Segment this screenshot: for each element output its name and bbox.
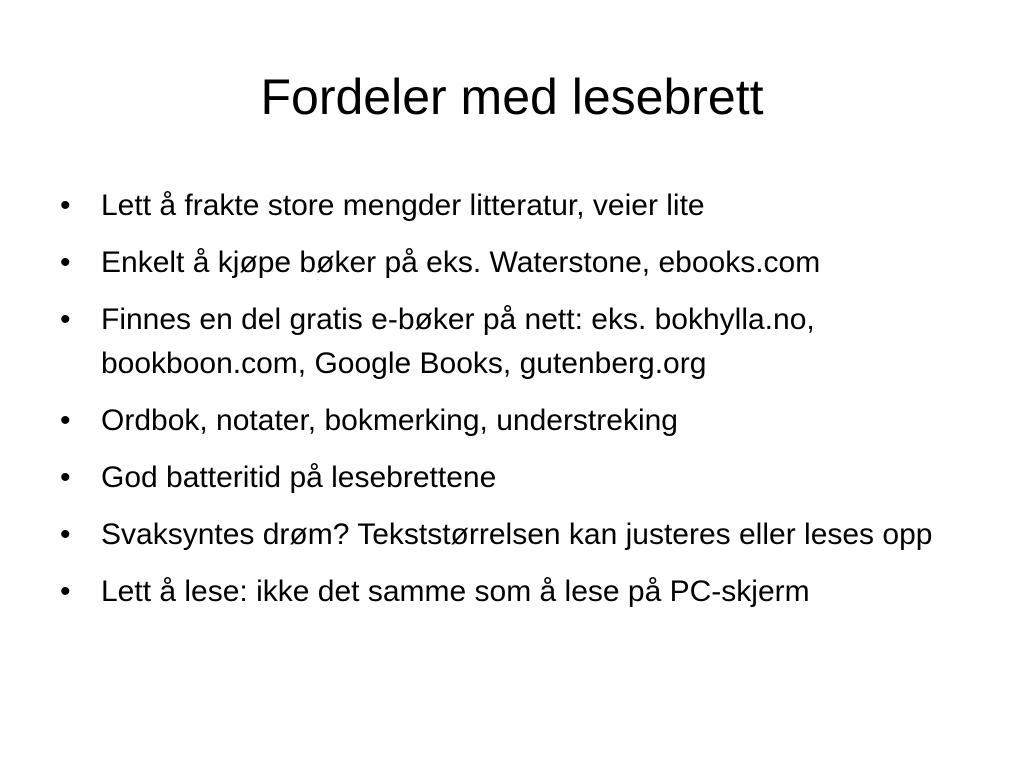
bullet-text: Lett å lese: ikke det samme som å lese på PC-skjerm [101,575,810,608]
bullet-item [56,570,976,614]
bullet-icon: • [60,461,71,494]
bullet-text: Enkelt å kjøpe bøker på eks. Waterstone, ebooks.com [101,246,821,279]
bullet-item [56,298,976,386]
bullet-text: God batteritid på lesebrettene [101,461,497,494]
slide-title: Fordeler med lesebrett [260,69,764,125]
bullet-icon: • [60,246,71,279]
bullet-icon: • [60,303,71,336]
bullet-text: Finnes en del gratis e-bøker på nett: eks. bokhylla.no, bookboon.com, Google Books, gutenberg.org [101,303,815,380]
bullet-icon: • [60,189,71,222]
bullet-text: Ordbok, notater, bokmerking, understreking [101,404,678,437]
bullet-icon: • [60,518,71,551]
bullet-item [56,184,976,228]
bullet-icon: • [60,575,71,608]
bullet-item [56,456,976,500]
bullet-list [56,184,976,627]
bullet-text: Svaksyntes drøm? Tekststørrelsen kan justeres eller leses opp [101,518,933,551]
bullet-text: Lett å frakte store mengder litteratur, veier lite [101,189,705,222]
bullet-icon: • [60,404,71,437]
bullet-item [56,399,976,443]
bullet-item [56,513,976,557]
bullet-item [56,241,976,285]
